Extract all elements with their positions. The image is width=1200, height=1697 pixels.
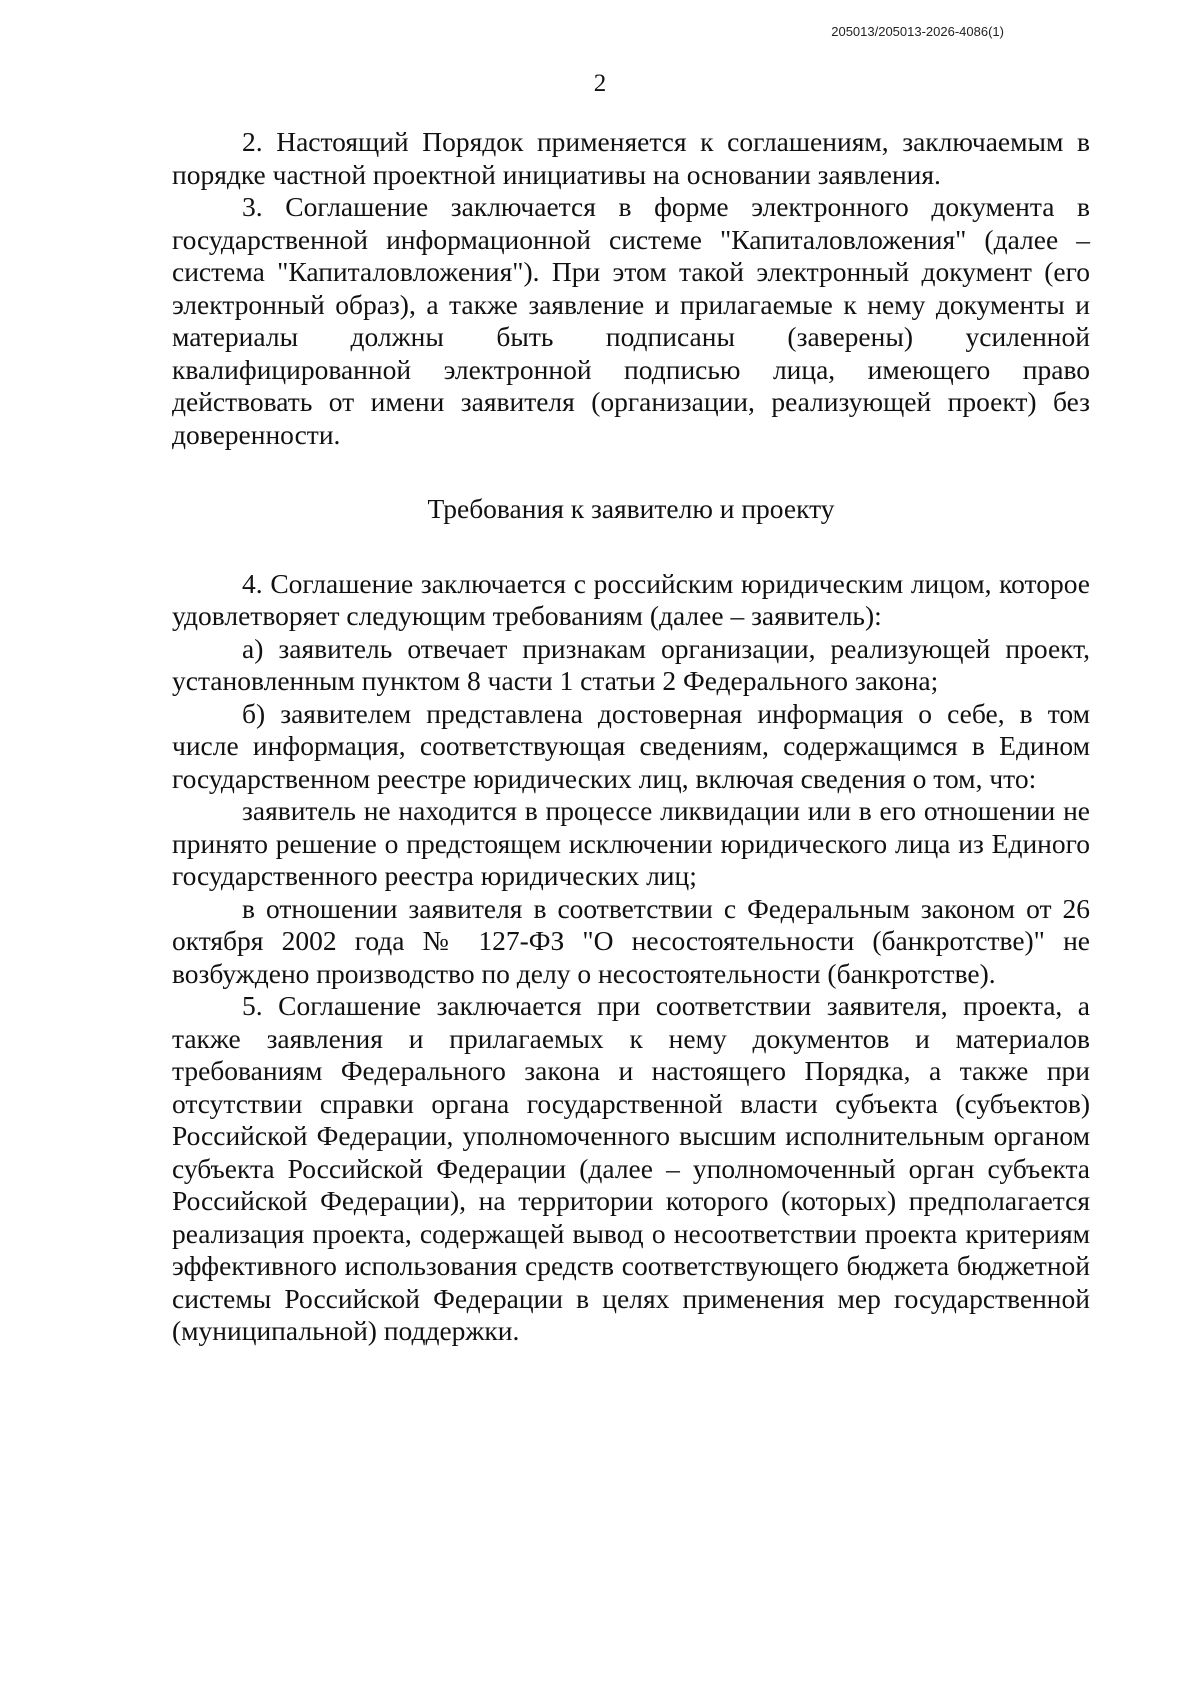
paragraph-4b-item-1: заявитель не находится в процессе ликвидации или в его отношении не принято решение о предстоящем исключении юридического лица из Единого государственного реестра юридических лиц;: [172, 795, 1090, 891]
paragraph-4b-item-2: в отношении заявителя в соответствии с Федеральным законом от 26 октября 2002 года № 127-ФЗ "О несостоятельности (банкротстве)" не возбуждено производство по делу о несостоятельности (банкротстве).: [172, 892, 1090, 989]
document-id: 205013/205013-2026-4086(1): [831, 24, 1004, 39]
paragraph-2: 2. Настоящий Порядок применяется к соглашениям, заключаемым в порядке частной проектной инициативы на основании заявления.: [172, 126, 1090, 190]
paragraph-4b: б) заявителем представлена достоверная информация о себе, в том числе информация, соответствующая сведениям, содержащимся в Едином государственном реестре юридических лиц, включая сведения о том, что:: [172, 697, 1090, 794]
document-body: [172, 126, 1090, 1348]
page-number: 2: [593, 70, 607, 97]
paragraph-3: 3. Соглашение заключается в форме электронного документа в государственной информационной системе "Капиталовложения" (далее – система "Капиталовложения"). При этом такой электронный документ (его электронный образ), а также заявление и прилагаемые к нему документы и материалы должны быть подписаны (заверены) усиленной квалифицированной электронной подписью лица, имеющего право действовать от имени заявителя (организации, реализующей проект) без доверенности.: [172, 191, 1090, 450]
paragraph-4a: а) заявитель отвечает признакам организации, реализующей проект, установленным пунктом 8 части 1 статьи 2 Федерального закона;: [172, 632, 1090, 696]
section-heading: Требования к заявителю и проекту: [427, 493, 835, 524]
paragraph-4: 4. Соглашение заключается с российским юридическим лицом, которое удовлетворяет следующим требованиям (далее – заявитель):: [172, 567, 1090, 631]
paragraph-5: 5. Соглашение заключается при соответствии заявителя, проекта, а также заявления и прилагаемых к нему документов и материалов требованиям Федерального закона и настоящего Порядка, а также при отсутствии справки органа государственной власти субъекта (субъектов) Российской Федерации, уполномоченного высшим исполнительным органом субъекта Российской Федерации (далее – уполномоченный орган субъекта Российской Федерации), на территории которого (которых) предполагается реализация проекта, содержащей вывод о несоответствии проекта критериям эффективного использования средств соответствующего бюджета бюджетной системы Российской Федерации в целях применения мер государственной (муниципальной) поддержки.: [172, 990, 1090, 1346]
